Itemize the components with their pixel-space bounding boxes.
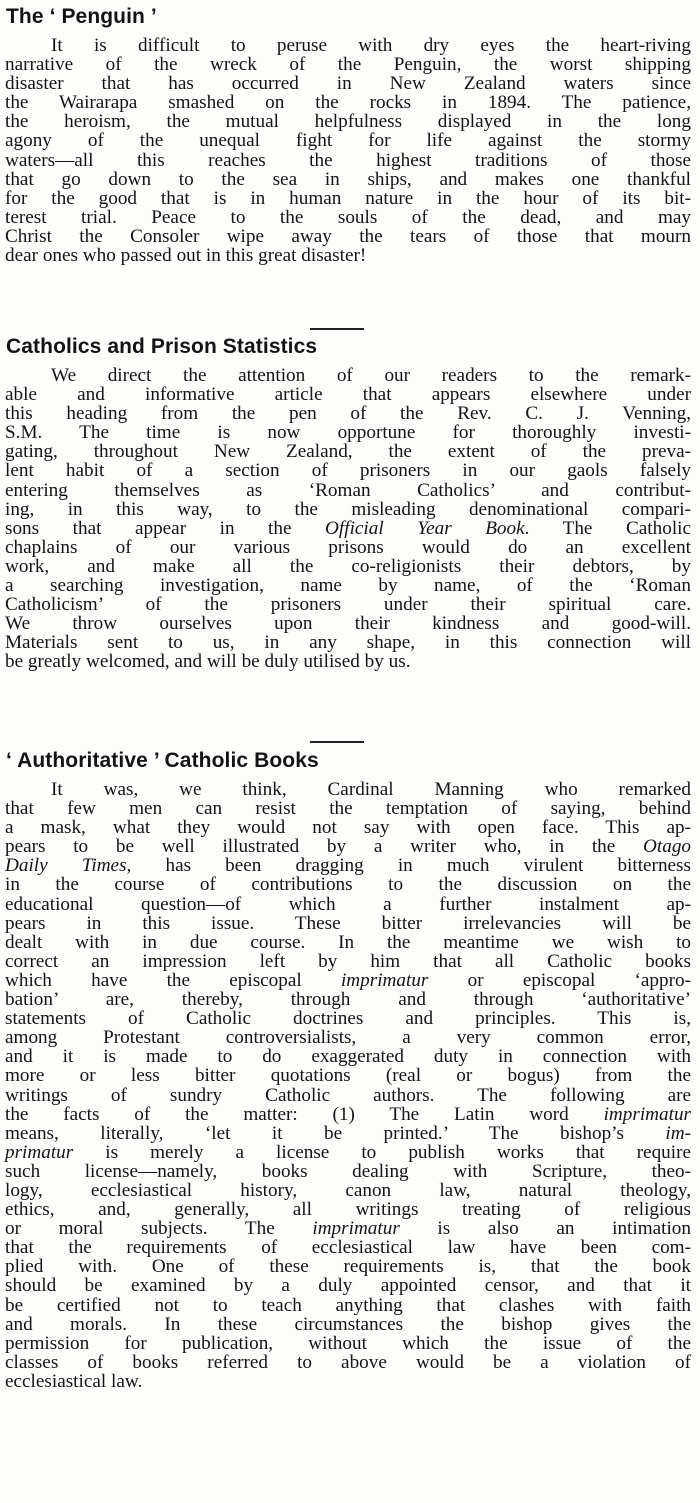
text-line: and morals. In these circumstances the bishop gives the xyxy=(5,1313,691,1335)
text-line: bation’ are, thereby, through and through ‘authoritative’ xyxy=(5,989,691,1011)
text-line: disaster that has occurred in New Zealand waters since xyxy=(5,73,691,95)
text-line: entering themselves as ‘Roman Catholics’ and contribut- xyxy=(5,479,691,501)
text-line: Christ the Consoler wipe away the tears of those that mourn xyxy=(5,225,691,247)
text-line: S.M. The time is now opportune for thoroughly investi- xyxy=(5,422,691,444)
text-line: a mask, what they would not say with open face. This ap- xyxy=(5,817,691,839)
text-line: agony of the unequal fight for life against the stormy xyxy=(5,130,691,152)
text-line: It is difficult to peruse with dry eyes the heart-riving xyxy=(51,35,691,56)
text-line: able and informative article that appears elsewhere under xyxy=(5,384,691,406)
article-paragraph xyxy=(5,36,691,265)
text-line: for the good that is in human nature in the hour of its bit- xyxy=(5,187,691,209)
text-line: be greatly welcomed, and will be duly utilised by us. xyxy=(5,651,411,673)
text-line: pears to be well illustrated by a writer who, in the Otago xyxy=(5,836,691,858)
heading-authoritative-books: ‘ Authoritative ’ Catholic Books xyxy=(6,749,319,772)
text-line: the heroism, the mutual helpfulness displayed in the long xyxy=(5,111,691,133)
text-line: dear ones who passed out in this great disaster! xyxy=(5,245,367,267)
text-line: Materials sent to us, in any shape, in this connection will xyxy=(5,632,691,654)
text-line: waters—all this reaches the highest traditions of those xyxy=(5,149,691,171)
text-line: work, and make all the co-religionists their debtors, by xyxy=(5,555,691,577)
text-line: ethics, and, generally, all writings treating of religious xyxy=(5,1199,691,1221)
heading-penguin: The ‘ Penguin ’ xyxy=(6,5,157,28)
text-line: We direct the attention of our readers to the remark- xyxy=(51,365,691,386)
text-line: educational question—of which a further instalment ap- xyxy=(5,893,691,915)
text-line: the Wairarapa smashed on the rocks in 1894. The patience, xyxy=(5,92,691,114)
text-line: chaplains of our various prisons would do an excellent xyxy=(5,536,691,558)
text-line: more or less bitter quotations (real or bogus) from the xyxy=(5,1065,691,1087)
text-line: a searching investigation, name by name, of the ‘Roman xyxy=(5,575,691,597)
section-divider xyxy=(310,328,364,330)
text-line: pears in this issue. These bitter irrelevancies will be xyxy=(5,912,691,934)
text-line: writings of sundry Catholic authors. The following are xyxy=(5,1084,691,1106)
text-line: terest trial. Peace to the souls of the dead, and may xyxy=(5,206,691,228)
text-line: among Protestant controversialists, a very common error, xyxy=(5,1027,691,1049)
text-line: plied with. One of these requirements is, that the book xyxy=(5,1256,691,1278)
text-line: permission for publication, without which the issue of the xyxy=(5,1332,691,1354)
text-line: sons that appear in the Official Year Book. The Catholic xyxy=(5,517,691,539)
text-line: We throw ourselves upon their kindness and good-will. xyxy=(5,613,691,635)
text-line: that go down to the sea in ships, and makes one thankful xyxy=(5,168,691,190)
section-divider xyxy=(310,741,364,743)
text-line: means, literally, ‘let it be printed.’ The bishop’s im- xyxy=(5,1122,691,1144)
text-line: logy, ecclesiastical history, canon law, natural theology, xyxy=(5,1179,691,1201)
article-paragraph xyxy=(5,366,691,672)
text-line: be certified not to teach anything that clashes with faith xyxy=(5,1294,691,1316)
text-line: that few men can resist the temptation of saying, behind xyxy=(5,798,691,820)
article-penguin xyxy=(5,36,691,265)
text-line: Catholicism’ of the prisoners under their spiritual care. xyxy=(5,594,691,616)
article-prison-statistics xyxy=(5,366,691,672)
text-line: ecclesiastical law. xyxy=(5,1370,143,1392)
heading-prison-statistics: Catholics and Prison Statistics xyxy=(6,335,318,358)
text-line: should be examined by a duly appointed censor, and that it xyxy=(5,1275,691,1297)
text-line: which have the episcopal imprimatur or episcopal ‘appro- xyxy=(5,969,691,991)
text-line: this heading from the pen of the Rev. C. J. Venning, xyxy=(5,403,691,425)
article-paragraph xyxy=(5,780,691,1391)
article-authoritative-books xyxy=(5,780,691,1391)
text-line: classes of books referred to above would be a violation of xyxy=(5,1351,691,1373)
text-line: and it is made to do exaggerated duty in connection with xyxy=(5,1046,691,1068)
text-line: lent habit of a section of prisoners in our gaols falsely xyxy=(5,460,691,482)
text-line: or moral subjects. The imprimatur is also an intimation xyxy=(5,1218,691,1240)
text-line: dealt with in due course. In the meantime we wish to xyxy=(5,931,691,953)
text-line: narrative of the wreck of the Penguin, the worst shipping xyxy=(5,54,691,76)
text-line: It was, we think, Cardinal Manning who remarked xyxy=(51,779,691,800)
text-line: primatur is merely a license to publish works that require xyxy=(5,1141,691,1163)
text-line: Daily Times, has been dragging in much virulent bitterness xyxy=(5,855,691,877)
text-line: statements of Catholic doctrines and principles. This is, xyxy=(5,1008,691,1030)
text-line: correct an impression left by him that all Catholic books xyxy=(5,950,691,972)
text-line: the facts of the matter: (1) The Latin word imprimatur xyxy=(5,1103,691,1125)
text-line: in the course of contributions to the discussion on the xyxy=(5,874,691,896)
text-line: such license—namely, books dealing with Scripture, theo- xyxy=(5,1160,691,1182)
text-line: gating, throughout New Zealand, the extent of the preva- xyxy=(5,441,691,463)
text-line: that the requirements of ecclesiastical law have been com- xyxy=(5,1237,691,1259)
text-line: ing, in this way, to the misleading denominational compari- xyxy=(5,498,691,520)
